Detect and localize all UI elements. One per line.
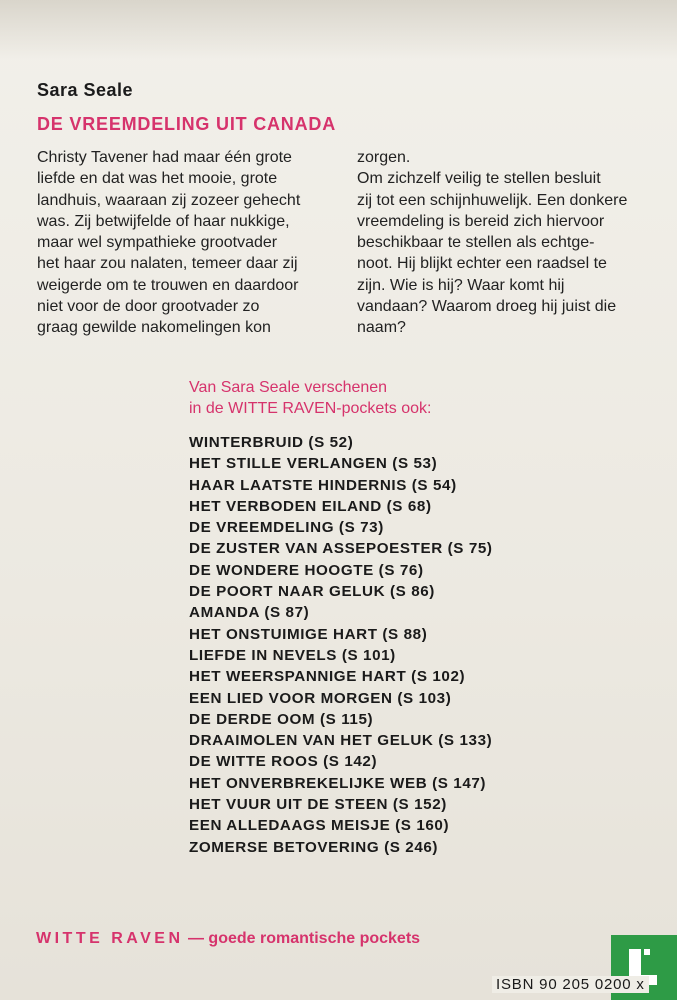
blurb-line: weigerde om te trouwen en daardoor xyxy=(37,276,299,294)
book-list-item: DE VREEMDELING (S 73) xyxy=(189,519,384,537)
blurb-line: landhuis, waaraan zij zozeer gehecht xyxy=(37,191,301,209)
blurb-line: maar wel sympathieke grootvader xyxy=(37,234,278,252)
book-list-item: HAAR LAATSTE HINDERNIS (S 54) xyxy=(189,476,457,494)
blurb-line: graag gewilde nakomelingen kon xyxy=(37,319,271,337)
book-list-item: WINTERBRUID (S 52) xyxy=(189,434,354,451)
blurb-line: beschikbaar te stellen als echtge- xyxy=(357,234,595,252)
book-list-item: DRAAIMOLEN VAN HET GELUK (S 133) xyxy=(189,732,493,750)
book-list-item: AMANDA (S 87) xyxy=(189,604,310,622)
book-list-item: HET STILLE VERLANGEN (S 53) xyxy=(189,455,438,473)
blurb-line: liefde en dat was het mooie, grote xyxy=(37,170,278,188)
book-list-item: ZOMERSE BETOVERING (S 246) xyxy=(189,838,439,856)
series-brand: WITTE RAVEN xyxy=(36,930,184,947)
series-tagline: — goede romantische pockets xyxy=(187,930,421,947)
blurb-line: zijn. Wie is hij? Waar komt hij xyxy=(357,276,565,294)
book-title: DE VREEMDELING UIT CANADA xyxy=(37,114,337,134)
book-list-item: EEN ALLEDAAGS MEISJE (S 160) xyxy=(189,817,450,835)
author-name: Sara Seale xyxy=(37,80,134,100)
book-list-item: HET WEERSPANNIGE HART (S 102) xyxy=(189,668,466,686)
book-list-item: HET VUUR UIT DE STEEN (S 152) xyxy=(189,796,447,814)
blurb-line: Christy Tavener had maar één grote xyxy=(37,149,292,166)
book-list-item: DE WONDERE HOOGTE (S 76) xyxy=(189,561,424,579)
cover-edge-shadow xyxy=(0,0,677,60)
blurb-left-column xyxy=(37,147,337,339)
blurb-line: naam? xyxy=(357,319,406,337)
book-list-item: DE WITTE ROOS (S 142) xyxy=(189,753,378,771)
book-list-item: LIEFDE IN NEVELS (S 101) xyxy=(189,646,396,664)
blurb-line: zij tot een schijnhuwelijk. Een donkere xyxy=(357,191,628,209)
book-list xyxy=(189,432,493,858)
series-intro-line: Van Sara Seale verschenen xyxy=(189,379,388,396)
book-list-item: DE POORT NAAR GELUK (S 86) xyxy=(189,583,435,601)
series-footer xyxy=(36,930,420,948)
blurb-right-column xyxy=(357,147,657,339)
blurb-line: Om zichzelf veilig te stellen besluit xyxy=(357,170,601,188)
book-list-item: HET ONVERBREKELIJKE WEB (S 147) xyxy=(189,774,487,792)
book-list-item: HET ONSTUIMIGE HART (S 88) xyxy=(189,625,428,643)
book-list-item: DE ZUSTER VAN ASSEPOESTER (S 75) xyxy=(189,540,493,558)
blurb-line: was. Zij betwijfelde of haar nukkige, xyxy=(37,212,290,230)
blurb-line: zorgen. xyxy=(357,149,411,166)
blurb-line: noot. Hij blijkt echter een raadsel te xyxy=(357,255,607,273)
series-intro-line: in de WITTE RAVEN-pockets ook: xyxy=(189,400,432,417)
blurb-line: niet voor de door grootvader zo xyxy=(37,298,260,316)
blurb-line: vreemdeling is bereid zich hiervoor xyxy=(357,212,605,230)
book-list-item: HET VERBODEN EILAND (S 68) xyxy=(189,497,432,515)
blurb-line: vandaan? Waarom droeg hij juist die xyxy=(357,298,617,316)
series-intro xyxy=(189,377,431,419)
book-list-item: EEN LIED VOOR MORGEN (S 103) xyxy=(189,689,452,707)
blurb-line: het haar zou nalaten, temeer daar zij xyxy=(37,255,298,273)
book-list-item: DE DERDE OOM (S 115) xyxy=(189,710,374,728)
isbn-label: ISBN 90 205 0200 x xyxy=(492,976,649,993)
